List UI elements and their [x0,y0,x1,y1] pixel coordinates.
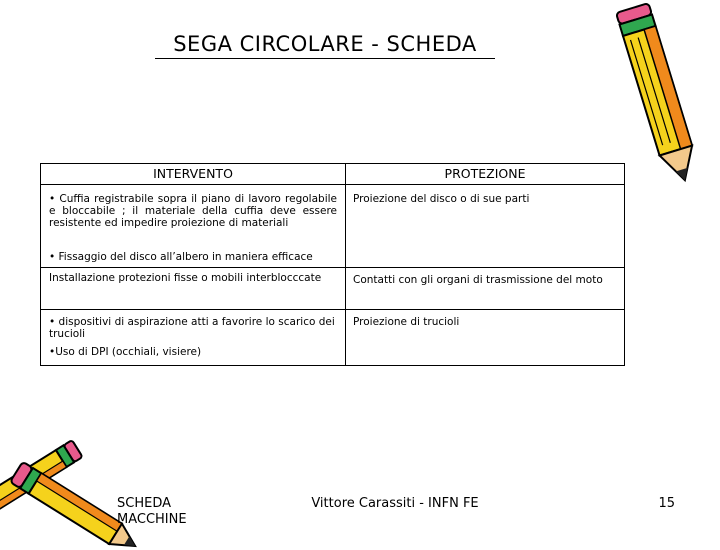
footer-left-line2: MACCHINE [117,512,187,527]
table-cell-protezione-2: Contatti con gli organi di trasmissione del moto [353,274,603,286]
table-cell-intervento-3b: •Uso di DPI (occhiali, visiere) [49,346,202,358]
row-divider [41,309,624,310]
table-cell-intervento-3a: • dispositivi di aspirazione atti a favorire lo scarico dei trucioli [49,316,335,340]
row-divider [41,184,624,185]
pencil-icon [598,5,688,205]
page-number: 15 [658,496,675,511]
table-cell-intervento-1a: • Cuffia registrabile sopra il piano di lavoro regolabile e bloccabile ; il materiale della cuffia deve essere resistente ed impedire proiezione di materiali [49,193,337,229]
slide-title: SEGA CIRCOLARE - SCHEDA [155,30,495,59]
footer-left [117,496,187,528]
header-protezione: PROTEZIONE [444,166,526,181]
table-cell-protezione-3: Proiezione di trucioli [353,316,460,328]
footer-center: Vittore Carassiti - INFN FE [311,496,479,511]
table-cell-intervento-1b: • Fissaggio del disco all’albero in maniera efficace [49,251,313,263]
column-divider [345,164,346,365]
row-divider [41,267,624,268]
footer-left-line1: SCHEDA [117,496,171,511]
pencils-icon [2,430,152,550]
intervention-table [40,163,625,366]
table-cell-protezione-1: Proiezione del disco o di sue parti [353,193,530,205]
header-intervento: INTERVENTO [153,166,233,181]
table-cell-intervento-2: Installazione protezioni fisse o mobili interblocccate [49,272,322,284]
